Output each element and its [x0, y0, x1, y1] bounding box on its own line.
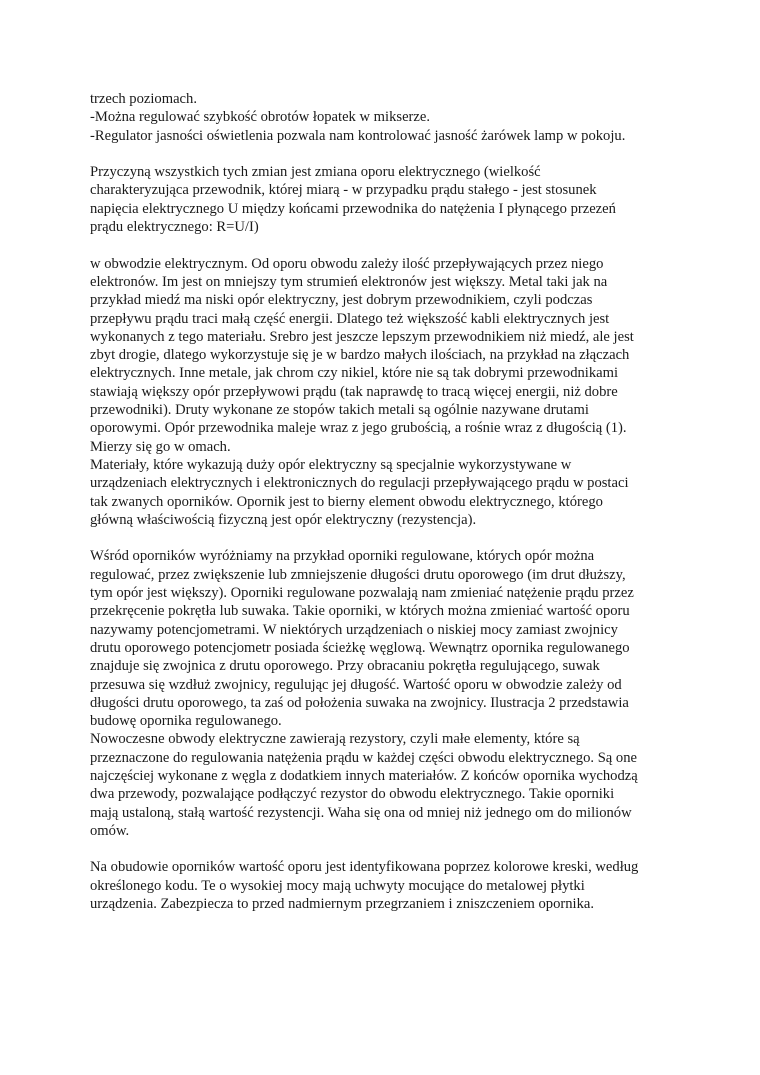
text-line: charakteryzująca przewodnik, której miarą - w przypadku prądu stałego - jest stosunek: [90, 182, 597, 199]
paragraph-gap: [90, 529, 680, 547]
text-line: -Można regulować szybkość obrotów łopatek w mikserze.: [90, 109, 431, 126]
text-line: przepływu prądu traci małą część energii. Dlatego też większość kabli elektrycznych jest: [90, 310, 610, 327]
text-line: napięcia elektrycznego U między końcami przewodnika do natężenia I płynącego przezeń: [90, 200, 616, 217]
text-line: prądu elektrycznego: R=U/I): [90, 219, 259, 236]
text-line: przykład miedź ma niski opór elektryczny, jest dobrym przewodnikiem, czyli podczas: [90, 292, 593, 309]
text-line: przeznaczone do regulowania natężenia prądu w każdej części obwodu elektrycznego. Są one: [90, 749, 638, 766]
text-line: w obwodzie elektrycznym. Od oporu obwodu zależy ilość przepływających przez niego: [90, 255, 604, 272]
text-line: stawiają większy opór przepływowi prądu (tak naprawdę to tracą więcej energii, niż dobre: [90, 383, 618, 400]
text-line: Wśród oporników wyróżniamy na przykład oporniki regulowane, których opór można: [90, 548, 595, 565]
text-line: elektrycznych. Inne metale, jak chrom czy nikiel, które nie są tak dobrymi przewodnikami: [90, 365, 619, 382]
text-line: wykonanych z tego materiału. Srebro jest jeszcze lepszym przewodnikiem niż miedź, ale jest: [90, 328, 634, 345]
text-line: omów.: [90, 822, 130, 839]
text-line: nazywamy potencjometrami. W niektórych urządzeniach o niskiej mocy zamiast zwojnicy: [90, 621, 618, 638]
text-line: główną właściwością fizyczną jest opór elektryczny (rezystencja).: [90, 511, 477, 528]
text-line: trzech poziomach.: [90, 91, 197, 107]
paragraph: [90, 547, 680, 840]
text-line: długości drutu oporowego, ta zaś od położenia suwaka na zwojnicy. Ilustracja 2 przedstawia: [90, 694, 629, 711]
text-line: znajduje się zwojnica z drutu oporowego. Przy obracaniu pokrętła regulującego, suwak: [90, 658, 600, 675]
text-line: regulować, przez zwiększenie lub zmniejszenie długości drutu oporowego (im drut dłuższy,: [90, 566, 626, 583]
paragraph: [90, 858, 680, 913]
text-line: drutu oporowego potencjometr posiada ścieżkę węglową. Wewnątrz opornika regulowanego: [90, 639, 630, 656]
text-line: przesuwa się wzdłuż zwojnicy, regulując jej długość. Wartość oporu w obwodzie zależy od: [90, 676, 622, 693]
paragraph: [90, 255, 680, 529]
text-line: Mierzy się go w omach.: [90, 438, 231, 455]
paragraph: [90, 163, 680, 236]
text-line: przewodniki). Druty wykonane ze stopów takich metali są ogólnie nazywane drutami: [90, 402, 589, 419]
document-body: [90, 90, 680, 913]
text-line: Materiały, które wykazują duży opór elektryczny są specjalnie wykorzystywane w: [90, 456, 572, 473]
text-line: mają ustaloną, stałą wartość rezystencji. Waha się ona od mniej niż jednego om do milionów: [90, 804, 632, 821]
text-line: zbyt drogie, dlatego wykorzystuje się je w bardzo małych ilościach, na przykład na złączach: [90, 347, 630, 364]
text-line: elektronów. Im jest on mniejszy tym strumień elektronów jest większy. Metal taki jak na: [90, 273, 608, 290]
text-line: urządzenia. Zabezpiecza to przed nadmiernym przegrzaniem i zniszczeniem opornika.: [90, 896, 595, 913]
text-line: oporowymi. Opór przewodnika maleje wraz z jego grubością, a rośnie wraz z długością (1).: [90, 420, 627, 437]
paragraph-gap: [90, 145, 680, 163]
paragraph: [90, 90, 680, 145]
text-line: Na obudowie oporników wartość oporu jest identyfikowana poprzez kolorowe kreski, według: [90, 859, 639, 876]
text-line: tak zwanych oporników. Opornik jest to bierny element obwodu elektrycznego, którego: [90, 493, 603, 510]
text-line: -Regulator jasności oświetlenia pozwala nam kontrolować jasność żarówek lamp w pokoju.: [90, 127, 626, 144]
document-page: [90, 90, 680, 913]
text-line: przekręcenie pokrętła lub suwaka. Takie oporniki, w których można zmieniać wartość oporu: [90, 603, 630, 620]
paragraph-gap: [90, 236, 680, 254]
text-line: dwa przewody, pozwalające podłączyć rezystor do obwodu elektrycznego. Takie oporniki: [90, 786, 615, 803]
text-line: budowę opornika regulowanego.: [90, 713, 282, 730]
text-line: tym opór jest większy). Oporniki regulowane pozwalają nam zmieniać natężenie prądu przez: [90, 585, 634, 602]
text-line: Nowoczesne obwody elektryczne zawierają rezystory, czyli małe elementy, które są: [90, 731, 580, 748]
paragraph-gap: [90, 840, 680, 858]
text-line: Przyczyną wszystkich tych zmian jest zmiana oporu elektrycznego (wielkość: [90, 164, 541, 181]
text-line: określonego kodu. Te o wysokiej mocy mają uchwyty mocujące do metalowej płytki: [90, 877, 585, 894]
text-line: najczęściej wykonane z węgla z dodatkiem innych materiałów. Z końców opornika wychodzą: [90, 767, 638, 784]
text-line: urządzeniach elektrycznych i elektronicznych do regulacji przepływającego prądu w postaci: [90, 475, 629, 492]
